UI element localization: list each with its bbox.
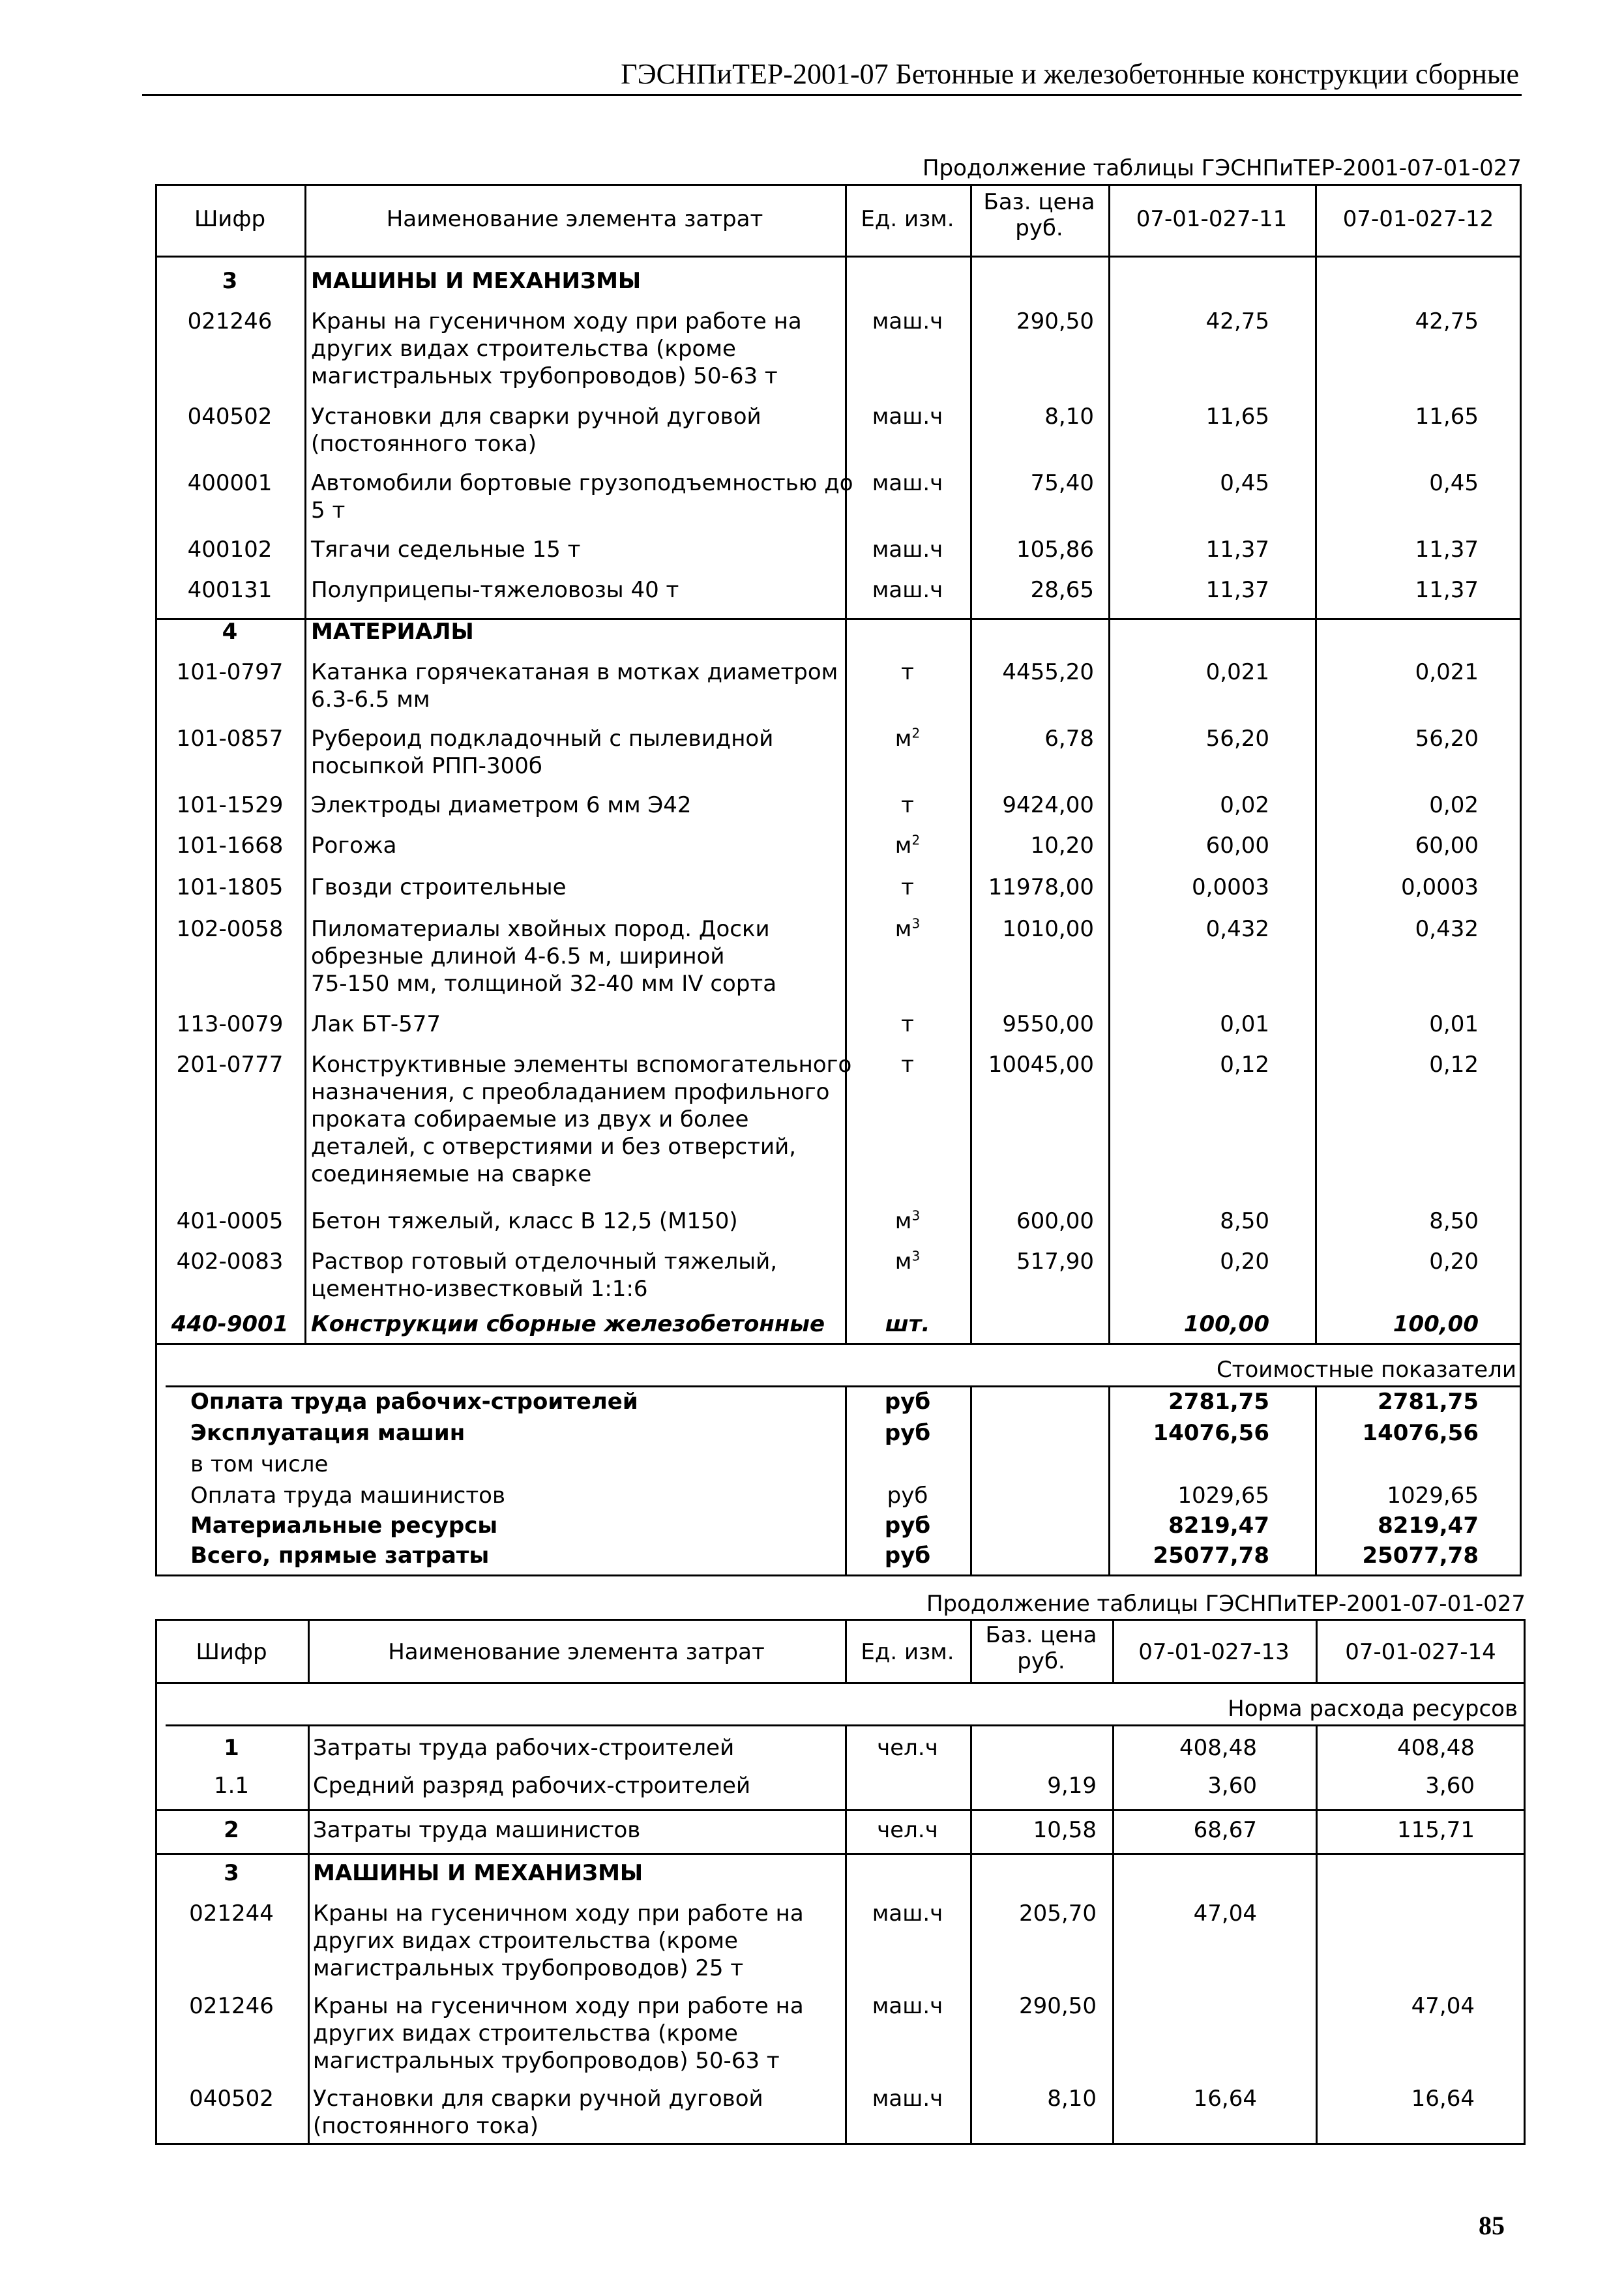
row-name: Лак БТ-577 xyxy=(311,1011,441,1037)
row-name: (постоянного тока) xyxy=(313,2113,539,2139)
unit-cell: $м^2$ xyxy=(894,832,921,859)
value-cell-c1: 11,37 xyxy=(1205,577,1269,603)
row-name: МАШИНЫ И МЕХАНИЗМЫ xyxy=(311,268,642,294)
value-cell-c2: 3,60 xyxy=(1425,1773,1475,1799)
row-name: 75-150 мм, толщиной 32-40 мм IV сорта xyxy=(311,971,777,997)
summary-label: в том числе xyxy=(190,1451,329,1477)
row-code: 101-1529 xyxy=(176,792,284,818)
summary-c1: 25077,78 xyxy=(1153,1543,1269,1569)
price-cell: 75,40 xyxy=(1030,470,1094,496)
row-name: Рогожа xyxy=(311,833,397,859)
row-name: соединяемые на сварке xyxy=(311,1161,592,1187)
row-code: 021244 xyxy=(189,1900,274,1927)
price-cell: 9,19 xyxy=(1047,1773,1097,1799)
value-cell-c1: 0,021 xyxy=(1205,659,1269,685)
table-rule xyxy=(308,1724,310,2145)
column-header-name: Наименование элемента затрат xyxy=(386,206,763,232)
column-header-code: Шифр xyxy=(196,1639,267,1665)
value-cell-c2: 100,00 xyxy=(1393,1311,1479,1337)
row-name: 6.3-6.5 мм xyxy=(311,687,430,713)
column-header-c2: 07-01-027-12 xyxy=(1342,206,1494,232)
row-code: 101-1668 xyxy=(176,833,284,859)
price-cell: 11978,00 xyxy=(988,874,1094,900)
value-cell-c1: 0,01 xyxy=(1220,1011,1269,1037)
unit-cell: т xyxy=(901,1011,914,1037)
row-name: Рубероид подкладочный с пылевидной xyxy=(311,726,774,752)
row-name: Средний разряд рабочих-строителей xyxy=(313,1773,751,1799)
row-name: обрезные длиной 4-6.5 м, шириной xyxy=(311,943,725,969)
row-name: Полуприцепы-тяжеловозы 40 т xyxy=(311,577,679,603)
value-cell-c1: 0,0003 xyxy=(1192,874,1269,900)
column-header-price: Баз. цена руб. xyxy=(983,189,1095,241)
column-header-name: Наименование элемента затрат xyxy=(388,1639,765,1665)
column-header-c2: 07-01-027-14 xyxy=(1345,1639,1496,1665)
price-cell: 1010,00 xyxy=(1002,916,1094,942)
unit-cell: т xyxy=(901,792,914,818)
row-code: 101-1805 xyxy=(176,874,284,900)
row-code: 400102 xyxy=(187,537,273,563)
row-name: деталей, с отверстиями и без отверстий, xyxy=(311,1134,796,1160)
value-cell-c1: 42,75 xyxy=(1205,308,1269,334)
summary-unit: руб xyxy=(884,1543,931,1569)
value-cell-c2: 0,0003 xyxy=(1401,874,1479,900)
table-rule xyxy=(155,1682,1526,1684)
value-cell-c1: 11,37 xyxy=(1205,537,1269,563)
value-cell-c2: 0,021 xyxy=(1415,659,1479,685)
table-rule xyxy=(166,1385,1522,1387)
price-cell: 205,70 xyxy=(1019,1900,1097,1927)
price-cell: 10045,00 xyxy=(988,1052,1094,1078)
row-code: 2 xyxy=(224,1817,239,1843)
value-cell-c2: 47,04 xyxy=(1411,1993,1475,2019)
unit-cell: чел.ч xyxy=(877,1817,938,1843)
table-caption: Продолжение таблицы ГЭСНПиТЕР-2001-07-01-027 xyxy=(926,1591,1526,1617)
row-code: 102-0058 xyxy=(176,916,284,942)
row-code: 3 xyxy=(222,268,238,294)
row-code: 040502 xyxy=(187,404,273,430)
row-name: Установки для сварки ручной дуговой xyxy=(313,2086,763,2112)
value-cell-c1: 0,432 xyxy=(1205,916,1269,942)
value-cell-c2: 0,432 xyxy=(1415,916,1479,942)
row-name: Конструктивные элементы вспомогательного xyxy=(311,1052,852,1078)
value-cell-c2: 0,12 xyxy=(1429,1052,1479,1078)
row-name: Катанка горячекатаная в мотках диаметром xyxy=(311,659,838,685)
column-header-c1: 07-01-027-13 xyxy=(1138,1639,1290,1665)
price-cell: 8,10 xyxy=(1047,2086,1097,2112)
value-cell-c2: 0,45 xyxy=(1429,470,1479,496)
value-cell-c1: 3,60 xyxy=(1207,1773,1257,1799)
summary-label: Материальные ресурсы xyxy=(190,1513,498,1539)
value-cell-c2: 60,00 xyxy=(1415,833,1479,859)
summary-c1: 14076,56 xyxy=(1153,1420,1269,1446)
unit-exponent: 2 xyxy=(911,725,921,741)
unit-cell: т xyxy=(901,1052,914,1078)
summary-c2: 8219,47 xyxy=(1378,1513,1479,1539)
value-cell-c1: 60,00 xyxy=(1205,833,1269,859)
value-cell-c1: 16,64 xyxy=(1193,2086,1257,2112)
row-code: 401-0005 xyxy=(176,1208,284,1234)
unit-cell: маш.ч xyxy=(872,2086,943,2112)
value-cell-c1: 100,00 xyxy=(1183,1311,1269,1337)
row-code: 040502 xyxy=(189,2086,274,2112)
row-name: Бетон тяжелый, класс В 12,5 (М150) xyxy=(311,1208,738,1234)
value-cell-c1: 0,12 xyxy=(1220,1052,1269,1078)
unit-cell: шт. xyxy=(885,1311,930,1337)
unit-cell: $м^3$ xyxy=(894,915,921,942)
row-name: (постоянного тока) xyxy=(311,431,537,457)
value-cell-c1: 11,65 xyxy=(1205,404,1269,430)
header-rule xyxy=(142,94,1522,96)
row-code: 113-0079 xyxy=(176,1011,284,1037)
row-name: Пиломатериалы хвойных пород. Доски xyxy=(311,916,770,942)
table-rule xyxy=(155,1853,1526,1855)
table-rule xyxy=(155,1809,1526,1811)
table-rule xyxy=(155,1343,1522,1345)
row-name: Установки для сварки ручной дуговой xyxy=(311,404,761,430)
price-cell: 9424,00 xyxy=(1002,792,1094,818)
value-cell-c2: 56,20 xyxy=(1415,726,1479,752)
row-name: посыпкой РПП-300б xyxy=(311,753,542,779)
row-code: 021246 xyxy=(187,308,273,334)
norm-heading: Норма расхода ресурсов xyxy=(1228,1696,1518,1722)
price-cell: 290,50 xyxy=(1016,308,1094,334)
row-name: Электроды диаметром 6 мм Э42 xyxy=(311,792,692,818)
column-header-unit: Ед. изм. xyxy=(861,1639,954,1665)
price-cell: 8,10 xyxy=(1044,404,1094,430)
value-cell-c2: 11,65 xyxy=(1415,404,1479,430)
summary-label: Эксплуатация машин xyxy=(190,1420,465,1446)
summary-unit: руб xyxy=(887,1483,928,1509)
summary-unit: руб xyxy=(884,1389,931,1415)
row-name: других видах строительства (кроме xyxy=(313,1928,738,1954)
value-cell-c2: 11,37 xyxy=(1415,537,1479,563)
column-header-price: Баз. цена руб. xyxy=(985,1622,1097,1674)
table-rule xyxy=(1315,184,1317,1343)
unit-cell: $м^3$ xyxy=(894,1207,921,1234)
unit-cell: маш.ч xyxy=(872,1900,943,1927)
value-cell-c1: 0,20 xyxy=(1220,1249,1269,1275)
row-code: 021246 xyxy=(189,1993,274,2019)
row-name: 5 т xyxy=(311,497,346,524)
column-header-c1: 07-01-027-11 xyxy=(1136,206,1288,232)
column-header-unit: Ед. изм. xyxy=(861,206,954,232)
row-code: 400001 xyxy=(187,470,273,496)
unit-cell: т xyxy=(901,874,914,900)
value-cell-c1: 8,50 xyxy=(1220,1208,1269,1234)
row-code: 1.1 xyxy=(213,1773,250,1799)
price-cell: 10,58 xyxy=(1033,1817,1097,1843)
price-cell: 105,86 xyxy=(1016,537,1094,563)
summary-label: Всего, прямые затраты xyxy=(190,1543,490,1569)
unit-cell: маш.ч xyxy=(872,308,943,334)
row-name: Затраты труда рабочих-строителей xyxy=(313,1735,735,1761)
unit-cell: маш.ч xyxy=(872,470,943,496)
table-rule xyxy=(970,1619,972,1682)
summary-label: Оплата труда рабочих-строителей xyxy=(190,1389,638,1415)
value-cell-c2: 8,50 xyxy=(1429,1208,1479,1234)
summary-c1: 1029,65 xyxy=(1177,1483,1269,1509)
column-header-code: Шифр xyxy=(194,206,266,232)
row-name: других видах строительства (кроме xyxy=(313,2020,738,2047)
row-code: 101-0797 xyxy=(176,659,284,685)
value-cell-c2: 0,02 xyxy=(1429,792,1479,818)
unit-cell: маш.ч xyxy=(872,537,943,563)
value-cell-c1: 0,45 xyxy=(1220,470,1269,496)
row-name: магистральных трубопроводов) 50-63 т xyxy=(311,363,778,389)
value-cell-c2: 0,20 xyxy=(1429,1249,1479,1275)
table-rule xyxy=(970,1385,972,1576)
table-rule xyxy=(1108,184,1110,1343)
summary-c2: 2781,75 xyxy=(1378,1389,1479,1415)
table-caption: Продолжение таблицы ГЭСНПиТЕР-2001-07-01-027 xyxy=(922,155,1522,181)
row-name: Затраты труда машинистов xyxy=(313,1817,641,1843)
value-cell-c2: 115,71 xyxy=(1397,1817,1475,1843)
table-rule xyxy=(845,184,847,1343)
unit-cell: чел.ч xyxy=(877,1735,938,1761)
row-name: Раствор готовый отделочный тяжелый, xyxy=(311,1249,778,1275)
row-name: Конструкции сборные железобетонные xyxy=(311,1311,825,1337)
price-cell: 600,00 xyxy=(1016,1208,1094,1234)
page-number: 85 xyxy=(1479,2211,1505,2240)
row-name: других видах строительства (кроме xyxy=(311,336,736,362)
value-cell-c2: 16,64 xyxy=(1411,2086,1475,2112)
unit-exponent: 2 xyxy=(911,832,921,848)
unit-cell: маш.ч xyxy=(872,1993,943,2019)
table-rule xyxy=(1112,1619,1114,1682)
value-cell-c2: 42,75 xyxy=(1415,308,1479,334)
row-name: назначения, с преобладанием профильного xyxy=(311,1079,830,1105)
row-name: Краны на гусеничном ходу при работе на xyxy=(311,308,802,334)
row-name: проката собираемые из двух и более xyxy=(311,1106,749,1132)
table-rule xyxy=(1316,1619,1318,1682)
price-cell: 290,50 xyxy=(1019,1993,1097,2019)
value-cell-c2: 408,48 xyxy=(1397,1735,1475,1761)
row-code: 440-9001 xyxy=(171,1311,289,1337)
unit-exponent: 3 xyxy=(911,915,921,932)
table-rule xyxy=(155,618,1522,620)
row-name: цементно-известковый 1:1:6 xyxy=(311,1276,648,1302)
summary-c1: 8219,47 xyxy=(1168,1513,1269,1539)
unit-exponent: 3 xyxy=(911,1248,921,1264)
row-code: 201-0777 xyxy=(176,1052,284,1078)
row-name: Тягачи седельные 15 т xyxy=(311,537,581,563)
table-rule xyxy=(308,1619,310,1682)
row-code: 101-0857 xyxy=(176,726,284,752)
table-rule xyxy=(845,1724,847,2145)
summary-unit: руб xyxy=(884,1513,931,1539)
value-cell-c1: 56,20 xyxy=(1205,726,1269,752)
summary-c2: 25077,78 xyxy=(1362,1543,1479,1569)
row-name: Автомобили бортовые грузоподъемностью до xyxy=(311,470,853,496)
summary-c2: 14076,56 xyxy=(1362,1420,1479,1446)
value-cell-c1: 408,48 xyxy=(1179,1735,1257,1761)
row-name: магистральных трубопроводов) 50-63 т xyxy=(313,2048,780,2074)
row-code: 1 xyxy=(224,1735,239,1761)
unit-cell: $м^3$ xyxy=(894,1248,921,1275)
summary-heading: Стоимостные показатели xyxy=(1216,1357,1516,1383)
row-name: Краны на гусеничном ходу при работе на xyxy=(313,1993,804,2019)
unit-cell: маш.ч xyxy=(872,577,943,603)
row-name: магистральных трубопроводов) 25 т xyxy=(313,1955,744,1981)
running-header: ГЭСНПиТЕР-2001-07 Бетонные и железобетонные конструкции сборные xyxy=(621,58,1519,90)
row-code: 4 xyxy=(222,619,238,645)
unit-cell: маш.ч xyxy=(872,404,943,430)
unit-cell: $м^2$ xyxy=(894,725,921,752)
unit-cell: т xyxy=(901,659,914,685)
row-name: МАШИНЫ И МЕХАНИЗМЫ xyxy=(313,1860,643,1886)
summary-c2: 1029,65 xyxy=(1387,1483,1479,1509)
summary-unit: руб xyxy=(884,1420,931,1446)
price-cell: 6,78 xyxy=(1044,726,1094,752)
row-code: 400131 xyxy=(187,577,273,603)
row-name: МАТЕРИАЛЫ xyxy=(311,619,474,645)
value-cell-c1: 68,67 xyxy=(1193,1817,1257,1843)
price-cell: 28,65 xyxy=(1030,577,1094,603)
row-code: 402-0083 xyxy=(176,1249,284,1275)
summary-c1: 2781,75 xyxy=(1168,1389,1269,1415)
price-cell: 9550,00 xyxy=(1002,1011,1094,1037)
price-cell: 10,20 xyxy=(1030,833,1094,859)
unit-exponent: 3 xyxy=(911,1207,921,1224)
value-cell-c2: 11,37 xyxy=(1415,577,1479,603)
value-cell-c1: 47,04 xyxy=(1193,1900,1257,1927)
row-name: Гвозди строительные xyxy=(311,874,567,900)
value-cell-c1: 0,02 xyxy=(1220,792,1269,818)
summary-label: Оплата труда машинистов xyxy=(190,1483,506,1509)
table-rule xyxy=(845,1619,847,1682)
price-cell: 4455,20 xyxy=(1002,659,1094,685)
table-rule xyxy=(970,184,972,1343)
row-code: 3 xyxy=(224,1860,239,1886)
table-rule xyxy=(304,184,306,1343)
price-cell: 517,90 xyxy=(1016,1249,1094,1275)
row-name: Краны на гусеничном ходу при работе на xyxy=(313,1900,804,1927)
value-cell-c2: 0,01 xyxy=(1429,1011,1479,1037)
